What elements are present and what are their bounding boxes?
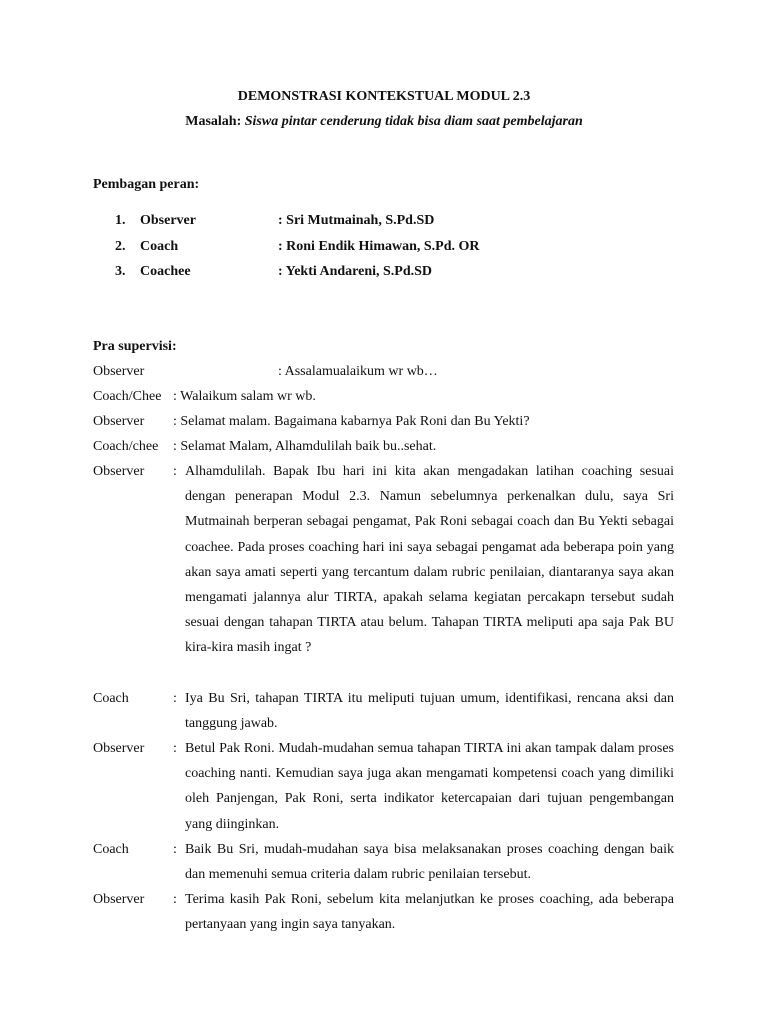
dialogue-text: : Walaikum salam wr wb. <box>173 389 316 404</box>
pra-supervisi-heading: Pra supervisi: <box>93 339 177 354</box>
dialogue-colon: : <box>173 892 177 907</box>
dialogue-speaker: Observer <box>93 892 145 907</box>
dialogue-text: Betul Pak Roni. Mudah-mudahan semua tahapan TIRTA ini akan tampak dalam proses coaching nanti. Kemudian saya juga akan mengamati kompetensi coach yang dimiliki oleh Panjengan, Pak Roni, serta indikator ketercapaian dari tujuan pengembangan yang diinginkan. <box>185 741 674 832</box>
role-person: : Sri Mutmainah, S.Pd.SD <box>278 213 435 228</box>
dialogue-speaker: Observer <box>93 741 145 756</box>
role-name: Observer <box>140 213 196 228</box>
dialogue-speaker: Observer <box>93 364 145 379</box>
dialogue-text: Iya Bu Sri, tahapan TIRTA itu meliputi tujuan umum, identifikasi, rencana aksi dan tanggung jawab. <box>185 691 674 732</box>
role-number: 1. <box>115 213 126 228</box>
role-person: : Roni Endik Himawan, S.Pd. OR <box>278 239 480 254</box>
dialogue-colon: : <box>173 741 177 756</box>
role-number: 2. <box>115 239 126 254</box>
dialogue-text: : Selamat Malam, Alhamdulilah baik bu..sehat. <box>173 439 437 454</box>
dialogue-speaker: Observer <box>93 414 145 429</box>
dialogue-text: : Selamat malam. Bagaimana kabarnya Pak Roni dan Bu Yekti? <box>173 414 530 429</box>
dialogue-speaker: Coach/chee <box>93 439 159 454</box>
dialogue-speaker: Coach <box>93 691 129 706</box>
dialogue-colon: : <box>173 842 177 857</box>
role-row <box>0 263 768 281</box>
dialogue-speaker: Coach <box>93 842 129 857</box>
dialogue-text: Baik Bu Sri, mudah-mudahan saya bisa melaksanakan proses coaching dengan baik dan memenuhi semua criteria dalam rubric penilaian tersebut. <box>185 842 674 883</box>
subtitle-prefix: Masalah: <box>185 114 245 129</box>
subtitle-problem: Siswa pintar cenderung tidak bisa diam saat pembelajaran <box>244 114 583 129</box>
role-number: 3. <box>115 264 126 279</box>
role-row <box>0 212 768 230</box>
dialogue-colon: : <box>173 464 177 479</box>
dialogue-speaker: Observer <box>93 464 145 479</box>
dialogue-text: Terima kasih Pak Roni, sebelum kita melanjutkan ke proses coaching, ada beberapa pertanyaan yang ingin saya tanyakan. <box>185 892 674 933</box>
roles-heading: Pembagan peran: <box>93 177 200 192</box>
dialogue-colon: : <box>173 691 177 706</box>
document-subtitle <box>0 113 768 131</box>
dialogue-speaker: Coach/Chee <box>93 389 162 404</box>
dialogue-text: Alhamdulilah. Bapak Ibu hari ini kita akan mengadakan latihan coaching sesuai dengan penerapan Modul 2.3. Namun sebelumnya perkenalkan dulu, saya Sri Mutmainah berperan sebagai pengamat, Pak Roni sebagai coach dan Bu Yekti sebagai coachee. Pada proses coaching hari ini saya sebagai pengamat ada beberapa poin yang akan saya amati seperti yang tercantum dalam rubric penilaian, diantaranya saya akan mengamati jalannya alur TIRTA, apakah selama kegiatan percakapn tersebut sudah sesuai dengan tahapan TIRTA atau belum. Tahapan TIRTA meliputi apa saja Pak BU kira-kira masih ingat ? <box>185 464 674 656</box>
role-name: Coachee <box>140 264 191 279</box>
dialogue-text: : Assalamualaikum wr wb… <box>278 364 438 379</box>
role-name: Coach <box>140 239 179 254</box>
role-row <box>0 238 768 256</box>
document-title: DEMONSTRASI KONTEKSTUAL MODUL 2.3 <box>237 89 531 104</box>
role-person: : Yekti Andareni, S.Pd.SD <box>278 264 433 279</box>
